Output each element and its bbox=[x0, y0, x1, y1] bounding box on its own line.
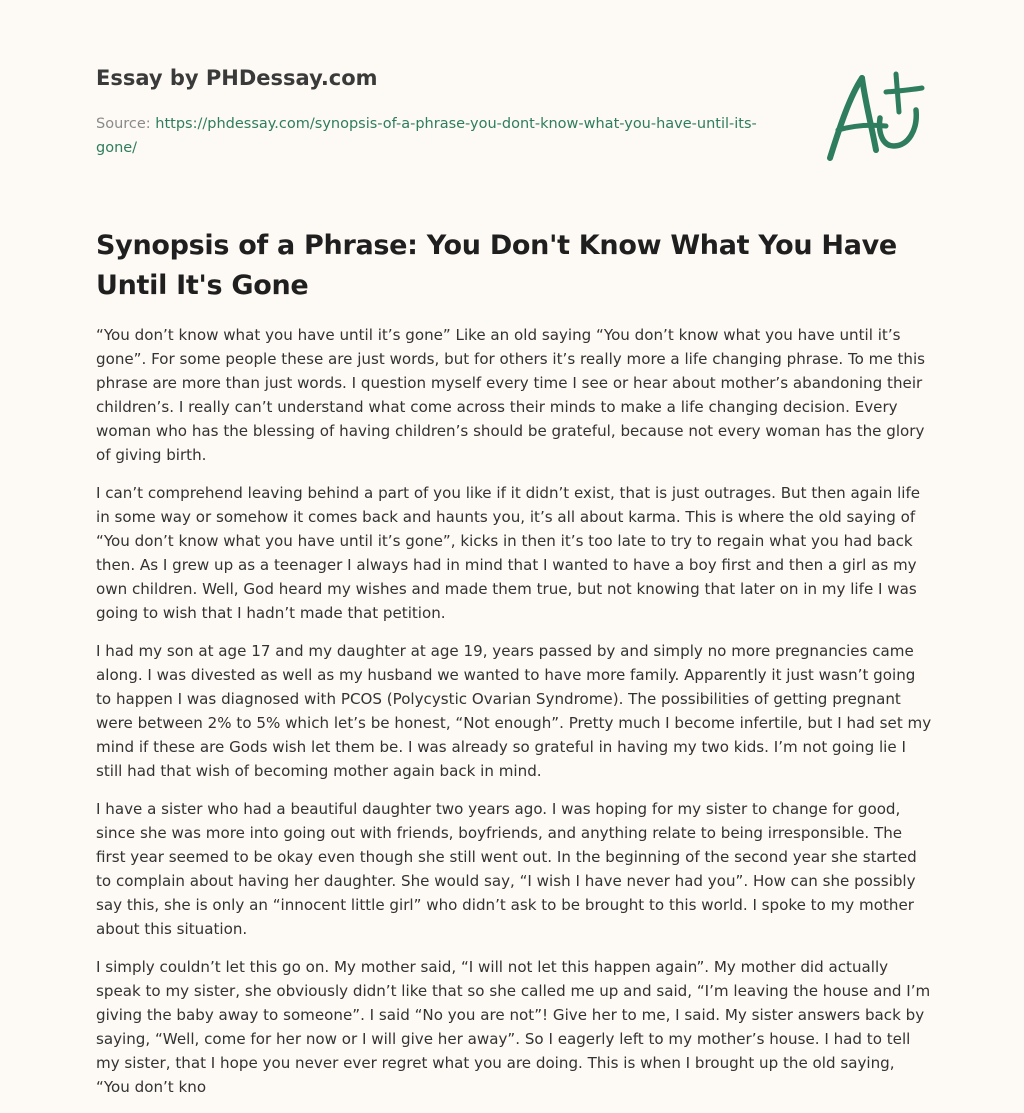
essay-body bbox=[96, 323, 932, 1113]
brand-title: Essay by PHDessay.com bbox=[96, 66, 378, 90]
paragraph: I can’t comprehend leaving behind a part of you like if it didn’t exist, that is just outrages. But then again life in some way or somehow it comes back and haunts you, it’s all about karma. This is where the old saying of “You don’t know what you have until it’s gone”, kicks in then it’s too late to try to regain what you had back then. As I grew up as a teenager I always had in mind that I wanted to have a boy first and then a girl as my own children. Well, God heard my wishes and made them true, but not knowing that later on in my life I was going to wish that I hadn’t made that petition. bbox=[96, 484, 921, 622]
essay-title: Synopsis of a Phrase: You Don't Know What You Have Until It's Gone bbox=[96, 230, 897, 301]
essay-header bbox=[96, 64, 796, 160]
source-line bbox=[96, 112, 796, 160]
paragraph: I have a sister who had a beautiful daughter two years ago. I was hoping for my sister to change for good, since she was more into going out with friends, boyfriends, and anything relate to being irresponsible. The first year seemed to be okay even though she still went out. In the beginning of the second year she started to complain about having her daughter. She would say, “I wish I have never had you”. How can she possibly say this, she is only an “innocent little girl” who didn’t ask to be brought to this world. I spoke to my mother about this situation. bbox=[96, 800, 917, 938]
source-link[interactable]: https://phdessay.com/synopsis-of-a-phrase-you-dont-know-what-you-have-until-its-gone/ bbox=[96, 116, 757, 156]
source-label: Source: bbox=[96, 116, 156, 132]
paragraph: I had my son at age 17 and my daughter at age 19, years passed by and simply no more pregnancies came along. I was divested as well as my husband we wanted to have more family. Apparently it just wasn’t going to happen I was diagnosed with PCOS (Polycystic Ovarian Syndrome). The possibilities of getting pregnant were between 2% to 5% which let’s be honest, “Not enough”. Pretty much I become infertile, but I had set my mind if these are Gods wish let them be. I was already so grateful in having my two kids. I’m not going lie I still had that wish of becoming mother again back in mind. bbox=[96, 642, 932, 780]
paragraph: I simply couldn’t let this go on. My mother said, “I will not let this happen again”. My mother did actually speak to my sister, she obviously didn’t like that so she called me up and said, “I’m leaving the house and I’m giving the baby away to someone”. I said “No you are not”! Give her to me, I said. My sister answers back by saying, “Well, come for her now or I will give her away”. So I eagerly left to my mother’s house. I had to tell my sister, that I hope you never ever regret what you are doing. This is when I brought up the old saying, “You don’t kno bbox=[96, 958, 931, 1096]
a-plus-logo-icon bbox=[820, 66, 930, 166]
paragraph: “You don’t know what you have until it’s gone” Like an old saying “You don’t know what you have until it’s gone”. For some people these are just words, but for others it’s really more a life changing phrase. To me this phrase are more than just words. I question myself every time I see or hear about mother’s abandoning their children’s. I really can’t understand what come across their minds to make a life changing decision. Every woman who has the blessing of having children’s should be grateful, because not every woman has the glory of giving birth. bbox=[96, 326, 926, 464]
